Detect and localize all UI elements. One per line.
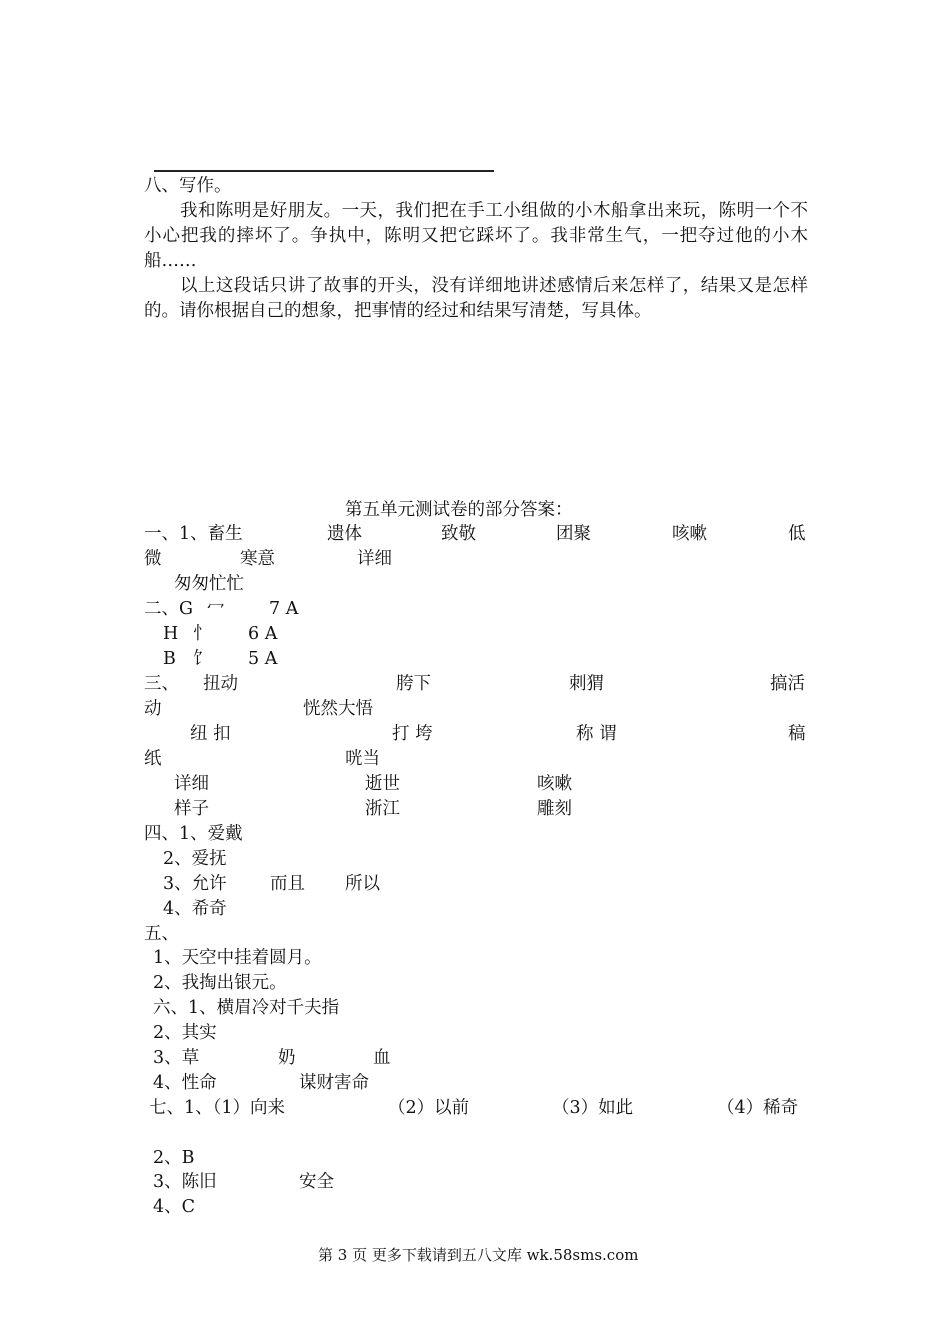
answer-5-line: 1、天空中挂着圆月。 [153,948,322,968]
answers-title: 第五单元测试卷的部分答案： [345,500,573,520]
answer-1-item: 寒意 [240,549,275,569]
answer-7-word: （4）稀奇 [717,1098,799,1118]
answer-4-line: 2、爱抚 [163,849,227,869]
answer-6-word: 4、性命 [153,1073,217,1093]
answer-1-item: 微 [144,549,162,569]
page-footer: 第 3 页 更多下载请到五八文库 wk.58sms.com [318,1246,639,1264]
answer-7-line: 2、B [153,1148,195,1168]
answer-6-word: 奶 [278,1048,296,1068]
answer-2-radical: 冖 [207,599,225,619]
answer-4-line: 四、1、爱戴 [144,824,243,844]
answer-6-word: 3、草 [153,1048,200,1068]
answer-3-word: 咳嗽 [537,774,572,794]
answer-7-word: （2）以前 [388,1098,470,1118]
answer-3-word: 稿 [788,724,806,744]
answer-7-word: 安全 [299,1172,334,1192]
answer-3-word: 称 谓 [576,724,617,744]
answer-2-radical: 饣 [193,649,211,669]
answer-1-item: 致敬 [441,524,476,544]
answer-3-word: 动 [144,699,162,719]
answer-1-item: 匆匆忙忙 [174,574,244,594]
answer-3-word: 样子 [174,799,209,819]
answer-5-label: 五、 [144,924,179,944]
answer-3-word: 逝世 [365,774,400,794]
answer-3-word: 纽 扣 [190,724,231,744]
answer-2-letter: H [163,624,179,644]
answer-2-strokes: 7 A [269,599,299,619]
answer-7-word: （3）如此 [552,1098,634,1118]
answer-1-item: 详细 [357,549,392,569]
answer-3-word: 打 垮 [392,724,433,744]
answer-3-label: 三、 [144,674,179,694]
answer-1-item: 团聚 [556,524,591,544]
answer-2-strokes: 5 A [248,649,278,669]
answer-1-label: 一、1、畜生 [144,524,243,544]
answer-3-word: 纸 [144,749,162,769]
section-8-instruction: 以上这段话只讲了故事的开头，没有详细地讲述感情后来怎样了，结果又是怎样的。请你根据自己的想象，把事情的经过和结果写清楚，写具体。 [144,276,808,321]
answer-6-word: 谋财害命 [299,1073,369,1093]
answer-4-word: 而且 [270,874,305,894]
section-8-heading: 八、写作。 [144,176,232,196]
answer-2-letter: B [163,649,176,669]
answer-3-word: 扭动 [203,674,238,694]
answer-3-word: 恍然大悟 [303,699,373,719]
answer-6-word: 血 [373,1048,391,1068]
answer-7-line: 4、C [153,1197,196,1217]
answer-3-word: 刺猬 [569,674,604,694]
answer-6-line: 2、其实 [153,1023,217,1043]
answer-3-word: 详细 [174,774,209,794]
answer-7-word: 七、1、（1）向来 [149,1098,286,1118]
answer-5-line: 2、我掏出银元。 [153,973,287,993]
answer-1-item: 咳嗽 [672,524,707,544]
answer-3-word: 雕刻 [537,799,572,819]
answer-3-word: 胯下 [396,674,431,694]
answer-1-item: 低 [788,524,806,544]
answer-4-word: 所以 [345,874,380,894]
section-8-prompt: 我和陈明是好朋友。一天，我们把在手工小组做的小木船拿出来玩，陈明一个不小心把我的摔坏了。争执中，陈明又把它踩坏了。我非常生气，一把夺过他的小木船…… [144,201,808,271]
answer-2-strokes: 6 A [248,624,278,644]
answer-4-line: 4、希奇 [163,899,227,919]
answer-3-word: 搞活 [770,674,805,694]
answer-4-word: 3、允许 [163,874,227,894]
answer-1-item: 遗体 [327,524,362,544]
answer-3-word: 咣当 [345,749,380,769]
answer-2-radical: 忄 [193,624,211,644]
answer-blank-line [154,170,494,172]
answer-2-label: 二、G [144,599,193,619]
answer-6-line: 六、1、横眉冷对千夫指 [153,998,340,1018]
answer-3-word: 浙江 [365,799,400,819]
answer-7-word: 3、陈旧 [153,1172,217,1192]
